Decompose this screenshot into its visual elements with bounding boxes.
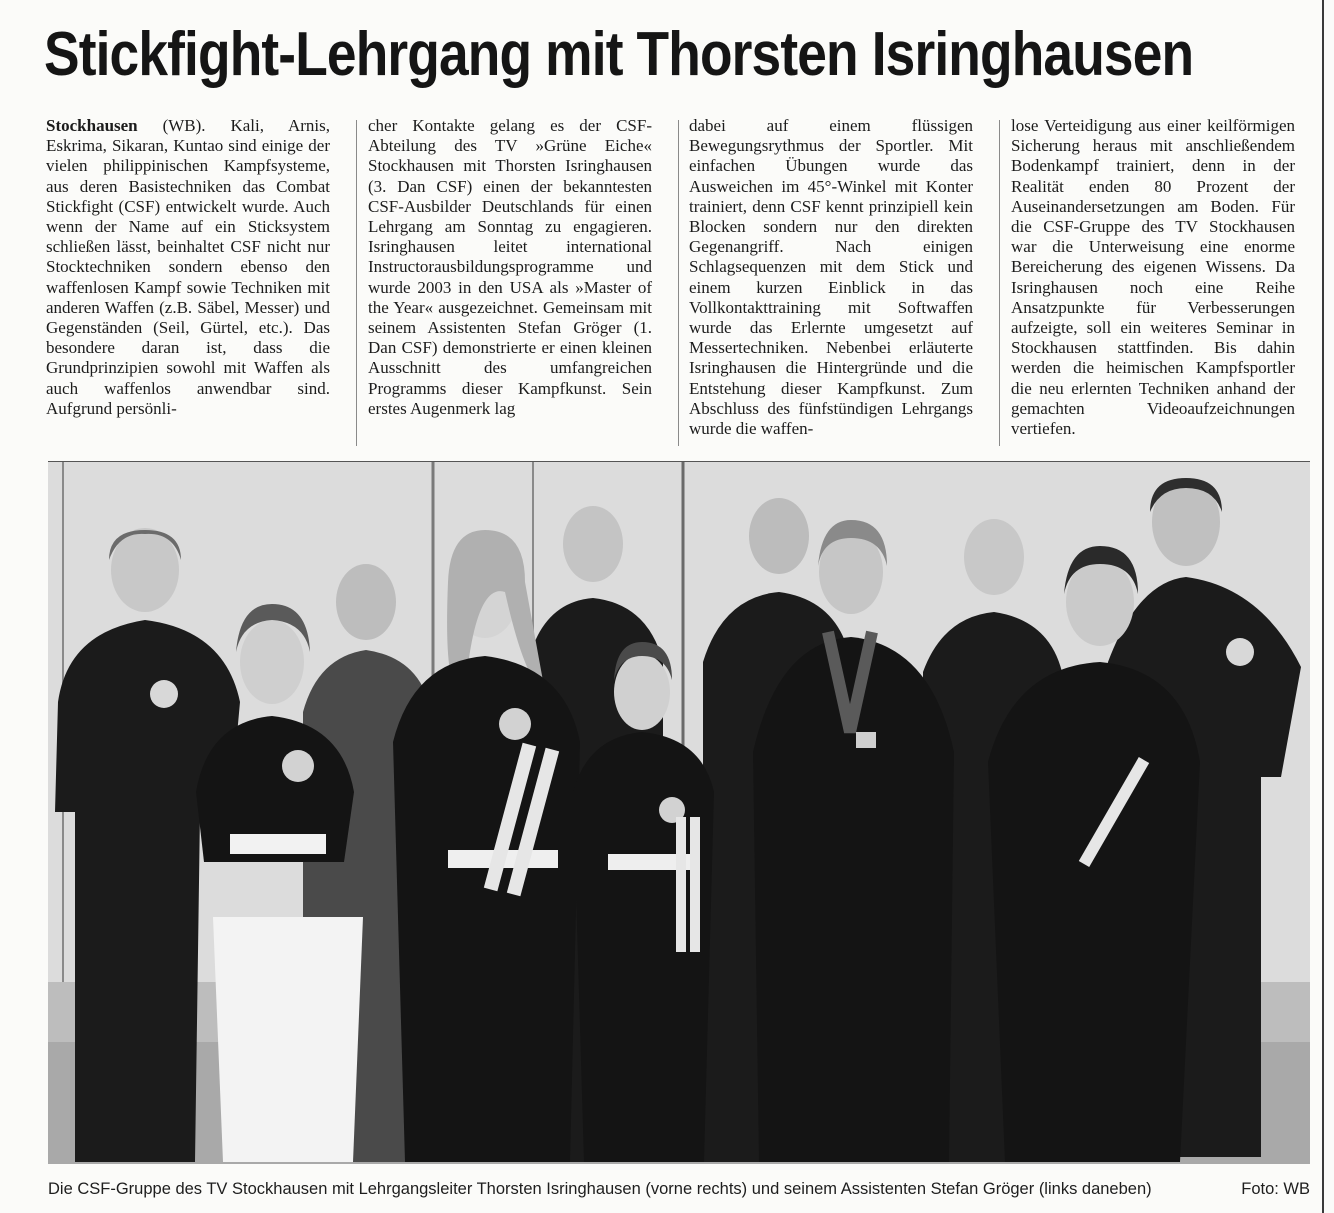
clipping-edge: [1322, 0, 1324, 1213]
column-3-text: dabei auf einem flüssigen Bewegungsrythmus der Sportler. Mit einfachen Übungen wurde das Ausweichen im 45°-Winkel mit Konter trainiert, denn CSF kennt prinzipiell kein Blocken sondern nur den direkten Gegenangriff. Nach einigen Schlagsequenzen mit dem Stick und einem kurzen Einblick in das Vollkontakttraining mit Softwaffen wurde das Erlernte umgesetzt auf Messertechniken. Nebenbei erläuterte Isringhausen die Hintergründe und die Entstehung dieser Kampfkunst. Zum Abschluss des fünfstündigen Lehrgangs wurde die waffen-: [689, 116, 973, 439]
article-column-3: [689, 116, 973, 439]
photo-caption: [48, 1178, 1310, 1200]
group-photo-illustration: [48, 462, 1310, 1164]
article-column-1: [46, 116, 330, 419]
article-column-2: [368, 116, 652, 419]
column-2-text: cher Kontakte gelang es der CSF-Abteilung des TV »Grüne Eiche« Stockhausen mit Thorsten Isringhausen (3. Dan CSF) einen der bekanntesten CSF-Ausbilder Deutschlands für einen Lehrgang am Sonntag zu engagieren. Isringhausen leitet international Instructorausbildungsprogramme und wurde 2003 in den USA als »Master of the Year« ausgezeichnet. Gemeinsam mit seinem Assistenten Stefan Gröger (1. Dan CSF) demonstrierte er einen kleinen Ausschnitt des umfangreichen Programms dieser Kampfkunst. Sein erstes Augenmerk lag: [368, 116, 652, 418]
article-column-4: [1011, 116, 1295, 439]
article-body: [46, 116, 1312, 446]
photo-credit: Foto: WB: [1241, 1180, 1310, 1198]
column-divider: [678, 120, 679, 446]
column-4-text: lose Verteidigung aus einer keilförmigen Sicherung heraus mit anschließendem Bodenkampf trainiert, denn in der Realität enden 80 Prozent der Auseinandersetzungen am Boden. Für die CSF-Gruppe des TV Stockhausen war die Unterweisung eine enorme Bereicherung des eigenen Wissens. Da Isringhausen noch eine Reihe Ansatzpunkte für Verbesserungen aufzeigte, soll ein weiteres Seminar in Stockhausen stattfinden. Bis dahin werden die heimischen Kampfsportler die neu erlernten Techniken anhand der gemachten Videoaufzeichnungen vertiefen.: [1011, 116, 1295, 439]
column-divider: [999, 120, 1000, 446]
column-divider: [356, 120, 357, 446]
column-1-text: (WB). Kali, Arnis, Eskrima, Sikaran, Kuntao sind einige der vielen philippinischen Kampfsysteme, aus deren Basistechniken das Combat Stickfight (CSF) entwickelt wurde. Auch wenn der Name auf ein Sticksystem schließen lässt, beinhaltet CSF nicht nur Stocktechniken sondern ebenso den waffenlosen Kampf sowie Techniken mit anderen Waffen (z.B. Säbel, Messer) und Gegenständen (Seil, Gürtel, etc.). Das besondere daran ist, dass die Grundprinzipien sowohl mit Waffen als auch waffenlos anwendbar sind. Aufgrund persönli-: [46, 116, 330, 418]
caption-text: Die CSF-Gruppe des TV Stockhausen mit Lehrgangsleiter Thorsten Isringhausen (vorne rechts) und seinem Assistenten Stefan Gröger (links daneben): [48, 1180, 1152, 1198]
article-dateline: Stockhausen: [46, 116, 138, 135]
group-photo: [48, 461, 1310, 1164]
article-headline: Stickfight-Lehrgang mit Thorsten Isringhausen: [44, 20, 1194, 89]
